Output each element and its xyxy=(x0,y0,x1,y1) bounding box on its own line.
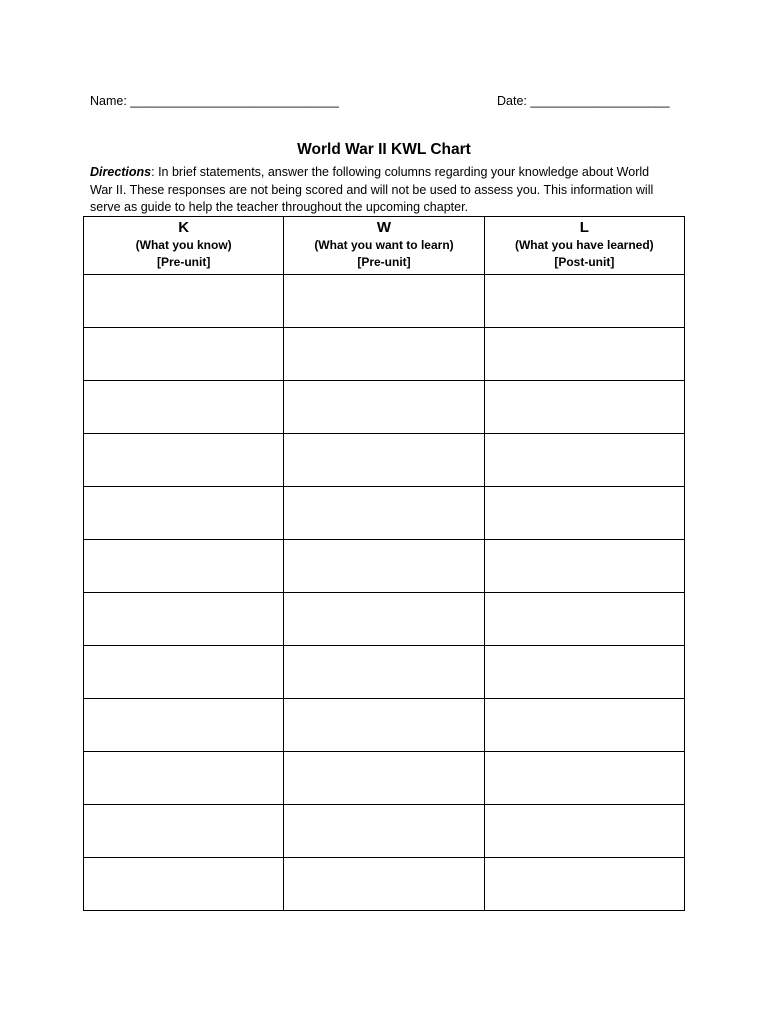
answer-cell-k[interactable] xyxy=(84,275,284,328)
answer-cell-l[interactable] xyxy=(484,275,684,328)
answer-cell-k[interactable] xyxy=(84,752,284,805)
directions-line-1-text: : In brief statements, answer the following columns regarding your knowledge about World xyxy=(151,165,650,179)
answer-cell-l[interactable] xyxy=(484,381,684,434)
table-row xyxy=(84,487,685,540)
answer-cell-l[interactable] xyxy=(484,858,684,911)
answer-cell-k[interactable] xyxy=(84,540,284,593)
column-desc-w: (What you want to learn) xyxy=(314,238,454,252)
answer-cell-l[interactable] xyxy=(484,540,684,593)
column-header-w xyxy=(284,217,484,275)
date-label: Date: xyxy=(497,94,531,108)
answer-cell-w[interactable] xyxy=(284,275,484,328)
answer-cell-k[interactable] xyxy=(84,381,284,434)
answer-cell-k[interactable] xyxy=(84,699,284,752)
answer-cell-k[interactable] xyxy=(84,328,284,381)
answer-cell-l[interactable] xyxy=(484,752,684,805)
answer-cell-w[interactable] xyxy=(284,434,484,487)
page-title: World War II KWL Chart xyxy=(297,141,471,158)
column-header-l xyxy=(484,217,684,275)
answer-cell-w[interactable] xyxy=(284,699,484,752)
name-blank-line[interactable]: ______________________________ xyxy=(130,94,339,108)
answer-cell-l[interactable] xyxy=(484,646,684,699)
answer-cell-w[interactable] xyxy=(284,752,484,805)
kwl-table xyxy=(83,216,685,911)
answer-cell-k[interactable] xyxy=(84,646,284,699)
table-row xyxy=(84,275,685,328)
answer-cell-k[interactable] xyxy=(84,434,284,487)
directions-line-2: War II. These responses are not being scored and will not be used to assess you. This information will xyxy=(90,182,654,197)
column-header-k xyxy=(84,217,284,275)
table-row xyxy=(84,540,685,593)
column-desc-l: (What you have learned) xyxy=(514,238,654,252)
table-row xyxy=(84,646,685,699)
table-row xyxy=(84,328,685,381)
directions-lead: Directions xyxy=(90,165,152,179)
answer-cell-k[interactable] xyxy=(84,487,284,540)
answer-cell-w[interactable] xyxy=(284,805,484,858)
answer-cell-l[interactable] xyxy=(484,805,684,858)
column-letter-l: L xyxy=(579,219,589,236)
name-label: Name: xyxy=(90,94,131,108)
answer-cell-l[interactable] xyxy=(484,593,684,646)
column-letter-k: K xyxy=(178,219,190,236)
column-phase-l: [Post-unit] xyxy=(554,254,615,269)
table-row xyxy=(84,858,685,911)
answer-cell-w[interactable] xyxy=(284,646,484,699)
directions-line-3: serve as guide to help the teacher throughout the upcoming chapter. xyxy=(90,200,469,214)
directions-paragraph xyxy=(90,164,672,217)
column-desc-k: (What you know) xyxy=(135,238,232,252)
table-row xyxy=(84,381,685,434)
answer-cell-l[interactable] xyxy=(484,487,684,540)
answer-cell-k[interactable] xyxy=(84,805,284,858)
table-row xyxy=(84,752,685,805)
answer-cell-k[interactable] xyxy=(84,858,284,911)
column-phase-k: [Pre-unit] xyxy=(157,254,211,269)
date-field[interactable] xyxy=(497,93,669,109)
answer-cell-w[interactable] xyxy=(284,487,484,540)
answer-cell-w[interactable] xyxy=(284,540,484,593)
answer-cell-l[interactable] xyxy=(484,699,684,752)
answer-cell-w[interactable] xyxy=(284,593,484,646)
table-row xyxy=(84,805,685,858)
kwl-header-row xyxy=(84,217,685,275)
answer-cell-w[interactable] xyxy=(284,328,484,381)
answer-cell-k[interactable] xyxy=(84,593,284,646)
column-phase-w: [Pre-unit] xyxy=(357,254,411,269)
answer-cell-l[interactable] xyxy=(484,434,684,487)
column-letter-w: W xyxy=(376,219,392,236)
answer-cell-w[interactable] xyxy=(284,381,484,434)
kwl-body xyxy=(84,275,685,911)
table-row xyxy=(84,593,685,646)
date-blank-line[interactable]: ____________________ xyxy=(530,94,670,108)
directions-line-1 xyxy=(90,164,672,182)
answer-cell-w[interactable] xyxy=(284,858,484,911)
name-field[interactable] xyxy=(90,93,339,109)
table-row xyxy=(84,699,685,752)
answer-cell-l[interactable] xyxy=(484,328,684,381)
table-row xyxy=(84,434,685,487)
